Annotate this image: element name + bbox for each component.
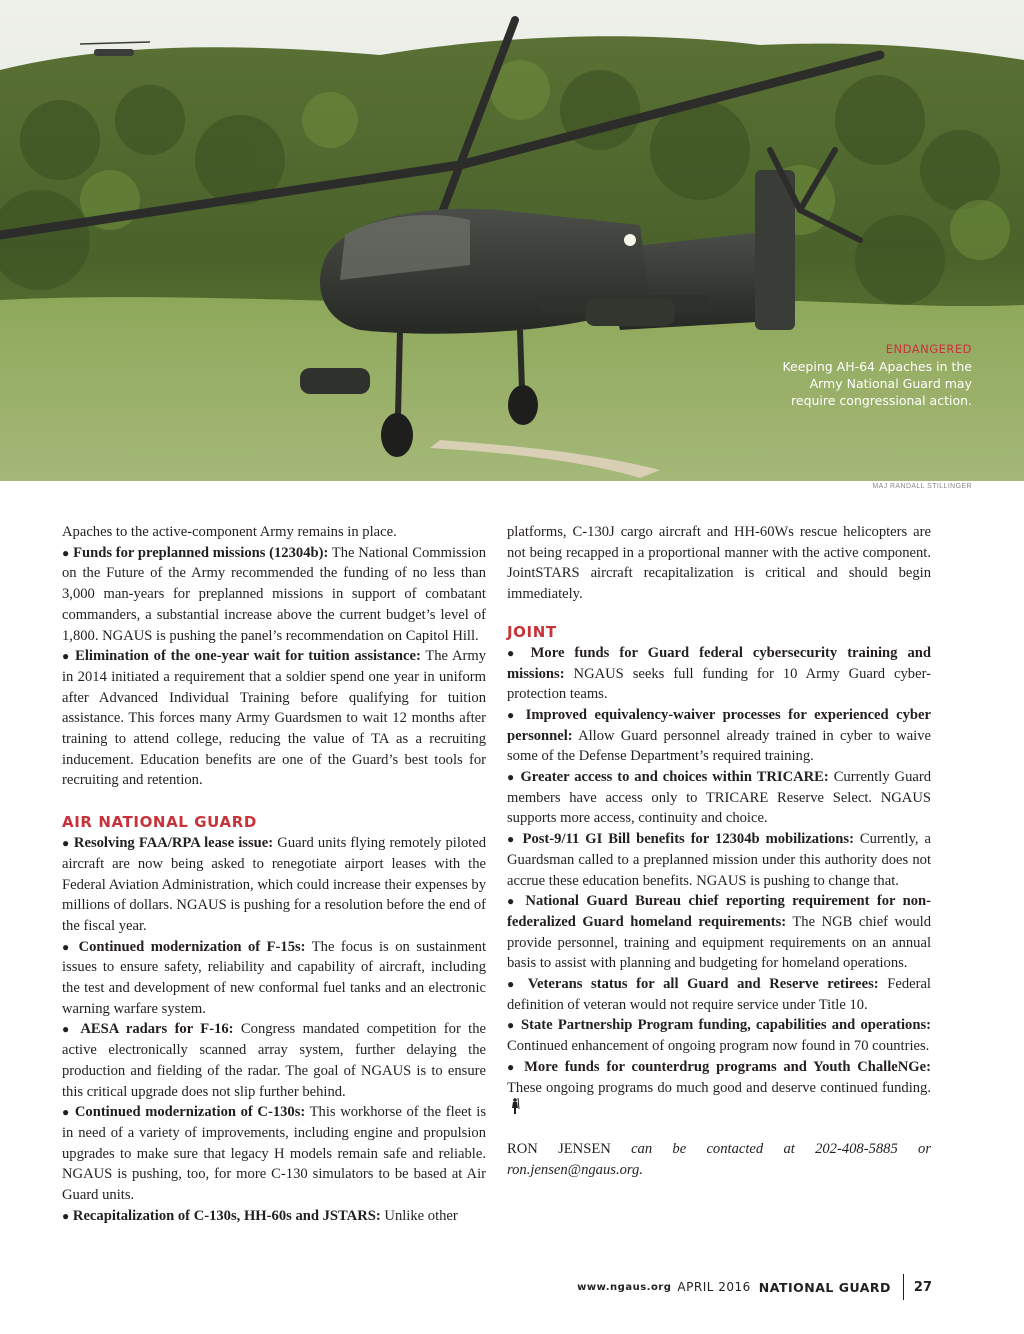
item-heading: More funds for counterdrug programs and Youth ChalleNGe:	[524, 1058, 931, 1075]
item-heading: Post-9/11 GI Bill benefits for 12304b mobilizations:	[522, 831, 854, 848]
author-name: RON JENSEN	[507, 1140, 611, 1157]
item-text: The National Commission on the Future of the Army recommended the funding of no less than 3,000 man-years for preplanned missions in support of combatant commanders, a substantial increase above the current budget’s level of 1,800. NGAUS is pushing the panel’s recommendation on Capitol Hill.	[62, 544, 487, 644]
list-item	[507, 891, 931, 974]
bullet-icon: ●	[62, 649, 71, 664]
footer-divider	[903, 1274, 904, 1300]
list-item	[507, 1057, 931, 1119]
item-text: NGAUS seeks full funding for 10 Army Guard cyber-protection teams.	[507, 665, 931, 703]
item-text: The Army in 2014 initiated a requirement that a soldier spend one year in uniform after Advanced Individual Training before qualifying for tuition assistance. This forces many Army Guardsmen to wait 12 months after training to attend college, reducing the value of TA as a recruiting inducement. Education benefits are one of the Guard’s best tools for recruiting and retention.	[62, 648, 487, 789]
list-item	[507, 1015, 931, 1056]
list-item	[507, 829, 931, 891]
list-item	[507, 643, 931, 705]
item-text: The focus is on sustainment issues to ensure safety, reliability and capability of aircraft, including the test and development of new conformal fuel tanks and an electronic warning warfare system.	[62, 938, 486, 1017]
bullet-icon: ●	[62, 939, 73, 954]
photo-credit: MAJ RANDALL STILLINGER	[872, 483, 972, 490]
item-heading: National Guard Bureau chief reporting requirement for non-federalized Guard homeland requirements:	[507, 893, 931, 930]
item-heading: More funds for Guard federal cybersecurity training and missions:	[507, 644, 932, 682]
caption-body: Keeping AH-64 Apaches in the Army National Guard may require congressional action.	[782, 359, 972, 408]
item-text: Currently, a Guardsman called to a preplanned mission under this authority does not accrue these education benefits. NGAUS is pushing to change that.	[507, 831, 931, 889]
item-text: Continued enhancement of ongoing program now found in 70 countries.	[507, 1038, 930, 1055]
paragraph: Apaches to the active-component Army remains in place.	[62, 524, 397, 540]
item-heading: Continued modernization of F-15s:	[78, 938, 306, 955]
author-note	[507, 1139, 931, 1180]
item-heading: Funds for preplanned missions (12304b):	[73, 544, 329, 561]
page-footer	[577, 1275, 932, 1299]
item-text: Congress mandated competition for the active electronically scanned array system, further delaying the production and fielding of the radar. The goal of NGAUS is to ensure this critical upgrade does not slip further behind.	[62, 1021, 487, 1100]
item-heading: Resolving FAA/RPA lease issue:	[73, 835, 274, 852]
author-contact: can be contacted at 202-408-5885 or ron.jensen@ngaus.org.	[507, 1140, 932, 1178]
bullet-icon: ●	[62, 1208, 70, 1223]
bullet-icon: ●	[507, 645, 521, 660]
item-text: The NGB chief would provide personnel, training and equipment requirements on an annual basis to assist with planning and budgeting for homeland operations.	[507, 913, 932, 972]
page-number: 27	[913, 1279, 932, 1295]
item-text: Federal definition of veteran would not require service under Title 10.	[507, 976, 931, 1013]
item-heading: Greater access to and choices within TRICARE:	[520, 769, 829, 786]
footer-date: APRIL 2016	[677, 1280, 751, 1294]
bullet-icon: ●	[507, 1059, 518, 1074]
photo-caption	[772, 341, 972, 409]
item-heading: Continued modernization of C-130s:	[74, 1104, 306, 1121]
item-heading: AESA radars for F-16:	[80, 1021, 234, 1038]
list-item	[507, 974, 931, 1015]
item-heading: Improved equivalency-waiver processes for experienced cyber personnel:	[507, 706, 932, 744]
list-item	[62, 833, 486, 937]
list-item	[62, 937, 486, 1020]
minuteman-end-icon	[510, 1098, 520, 1114]
list-item	[62, 543, 486, 647]
list-item	[62, 646, 486, 791]
item-text: Unlike other	[380, 1207, 458, 1224]
bullet-icon: ●	[507, 977, 520, 992]
section-heading-air-national-guard: AIR NATIONAL GUARD	[62, 813, 257, 832]
right-column	[507, 522, 931, 1180]
item-text: Guard units flying remotely piloted aircraft are now being asked to renegotiate airport leases with the Federal Aviation Administration, which could increase their expenses by millions of dollars. NGAUS is pushing for a resolution before the end of the fiscal year.	[62, 835, 487, 934]
item-heading: State Partnership Program funding, capabilities and operations:	[521, 1017, 931, 1034]
list-item	[62, 1102, 486, 1206]
item-text: Allow Guard personnel already trained in cyber to waive some of the Defense Department’s required training.	[507, 727, 931, 765]
hero-photo	[0, 0, 1024, 481]
bullet-icon: ●	[507, 770, 516, 785]
footer-url[interactable]: www.ngaus.org	[577, 1281, 672, 1293]
item-heading: Veterans status for all Guard and Reserve retirees:	[527, 976, 879, 993]
item-text: These ongoing programs do much good and deserve continued funding.	[507, 1079, 931, 1096]
caption-heading: ENDANGERED	[885, 342, 972, 356]
bullet-icon: ●	[62, 1105, 71, 1120]
section-heading-joint: JOINT	[507, 622, 557, 641]
bullet-icon: ●	[507, 832, 517, 847]
left-column	[62, 522, 486, 1227]
list-item	[507, 767, 931, 829]
bullet-icon: ●	[507, 707, 519, 722]
bullet-icon: ●	[62, 1022, 73, 1037]
bullet-icon: ●	[62, 836, 70, 851]
item-heading: Recapitalization of C-130s, HH-60s and JSTARS:	[72, 1207, 381, 1224]
bullet-icon: ●	[62, 545, 70, 560]
list-item	[62, 1206, 486, 1227]
item-text: Currently Guard members have access only to TRICARE Reserve Select. NGAUS supports more access, continuity and choice.	[507, 769, 932, 827]
bullet-icon: ●	[507, 1018, 516, 1033]
footer-magazine-name: NATIONAL GUARD	[758, 1279, 891, 1295]
bullet-icon: ●	[507, 894, 519, 909]
list-item	[62, 1019, 486, 1102]
list-item	[507, 705, 931, 767]
item-heading: Elimination of the one-year wait for tuition assistance:	[75, 648, 421, 665]
paragraph: platforms, C-130J cargo aircraft and HH-60Ws rescue helicopters are not being recapped in a proportional manner with the active component. JointSTARS aircraft recapitalization is critical and should begin immediately.	[507, 524, 931, 603]
item-text: This workhorse of the fleet is in need of a variety of improvements, including engine and propulsion upgrades to make sure that legacy H models remain safe and reliable. NGAUS is pushing, too, for more C-130 simulators to be based at Air Guard units.	[62, 1104, 486, 1204]
